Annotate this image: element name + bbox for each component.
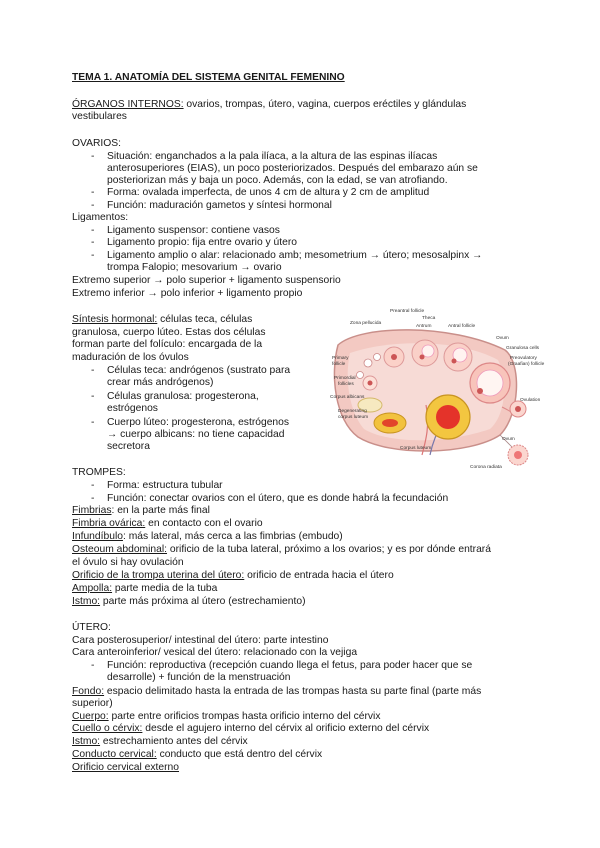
ligamento-item: Ligamento amplio o alar: relacionado amb; mesometrium → útero; mesosalpinx → (107, 250, 483, 261)
trompes-item (72, 583, 217, 595)
utero-bullet: Función: reproductiva (recepción cuando llega el fetus, para poder hacer que se (107, 660, 473, 671)
ligamento-item: Ligamento suspensor: contiene vasos (107, 225, 280, 236)
label-theca: Theca (422, 316, 436, 321)
label-corpus-albicans: Corpus albicans (330, 395, 365, 400)
trompes-item (72, 531, 343, 543)
organos-line1 (72, 99, 466, 111)
ovarios-heading: OVARIOS: (72, 138, 122, 149)
term-label: Ampolla: (72, 583, 113, 594)
label-primordial2: follicles (338, 382, 354, 387)
term-text: parte más próxima al útero (estrechamiento) (100, 596, 306, 607)
ovary-follicle-diagram (330, 305, 545, 475)
dash-marker: - (91, 187, 95, 198)
label-ovum: Ovum (496, 336, 509, 341)
utero-bullet: desarrolle) + función de la menstruación (107, 672, 291, 683)
label-zona: Zona pellucida (350, 321, 382, 326)
label-primary: Primary (332, 356, 349, 361)
ovarios-bullet: posteriorizan más y baja un poco. Además, con la edad, se van atrofiando. (107, 175, 448, 186)
term-label: Istmo: (72, 596, 101, 607)
sintesis-bullet: Células granulosa: progesterona, (107, 391, 259, 402)
label-granulosa: Granulosa cells (506, 346, 540, 351)
dash-marker: - (91, 417, 95, 428)
label-antrum: Antrum (416, 324, 432, 329)
term-label: Fondo: (72, 686, 105, 697)
utero-item (72, 686, 481, 698)
term-text: espacio delimitado hasta la entrada de las trompas hasta su parte final (parte más (104, 686, 482, 697)
trompes-item (72, 544, 491, 556)
label-corpus-luteum: Corpus luteum (400, 446, 432, 451)
sintesis-line4: maduración de los óvulos (72, 352, 189, 363)
term-label: Osteoum abdominal: (72, 544, 168, 555)
sintesis-line3: forman parte del folículo: encargada de la (72, 339, 263, 350)
dash-marker: - (91, 200, 95, 211)
term-text: el óvulo si hay ovulación (72, 557, 184, 568)
trompes-heading: TROMPES: (72, 467, 126, 478)
utero-item (72, 711, 380, 723)
sintesis-bullet: secretora (107, 441, 150, 452)
utero-heading: ÚTERO: (72, 622, 111, 633)
trompes-bullet: Forma: estructura tubular (107, 480, 223, 491)
term-text: en contacto con el ovario (145, 518, 263, 529)
extremo-superior: Extremo superior → polo superior + ligamento suspensorio (72, 275, 341, 286)
term-text: conducto que está dentro del cérvix (156, 749, 323, 760)
ovarios-bullet: Forma: ovalada imperfecta, de unos 4 cm de altura y 2 cm de amplitud (107, 187, 430, 198)
sintesis-bullet: Cuerpo lúteo: progesterona, estrógenos (107, 417, 290, 428)
term-text: desde el agujero interno del cérvix al orificio externo del cérvix (142, 723, 430, 734)
sintesis-bullet: Células teca: andrógenos (sustrato para (107, 365, 291, 376)
label-antral: Antral follicle (448, 324, 476, 329)
label-ovum2: Ovum (502, 437, 515, 442)
term-text: parte media de la tuba (112, 583, 218, 594)
ovarios-bullet: anterosuperiores (EIAS), un poco posteriorizados. Después del embarazo aún se (107, 163, 478, 174)
organos-line2: vestibulares (72, 111, 127, 122)
dash-marker: - (91, 237, 95, 248)
label-corona: Corona radiata (470, 465, 502, 470)
term-label: Istmo: (72, 736, 101, 747)
extremo-inferior: Extremo inferior → polo inferior + ligamento propio (72, 288, 303, 299)
ovarios-bullet: Función: maduración gametos y síntesi hormonal (107, 200, 332, 211)
dash-marker: - (91, 151, 95, 162)
label-corpus-luteum-deg: corpus luteum (338, 415, 369, 420)
term-text: estrechamiento antes del cérvix (100, 736, 248, 747)
ligamento-item: Ligamento propio: fija entre ovario y útero (107, 237, 298, 248)
term-label: Orificio cervical externo (72, 762, 180, 773)
term-label: Infundíbulo (72, 531, 123, 542)
dash-marker: - (91, 480, 95, 491)
trompes-item (72, 570, 394, 582)
dash-marker: - (91, 391, 95, 402)
trompes-item (72, 518, 263, 530)
dash-marker: - (91, 660, 95, 671)
term-text: : más lateral, más cerca a las fimbrias (embudo) (122, 531, 343, 542)
utero-item (72, 749, 322, 761)
utero-item (72, 762, 179, 774)
term-label: Cuello o cérvix: (72, 723, 143, 734)
ovarios-bullet: Situación: enganchados a la pala ilíaca, a la altura de las espinas ilíacas (107, 151, 438, 162)
organos-label: ÓRGANOS INTERNOS: (72, 99, 184, 110)
term-label: Orificio de la trompa uterina del útero: (72, 570, 245, 581)
term-text: : en la parte más final (111, 505, 210, 516)
ligamento-item: trompa Falopio; mesovarium → ovario (107, 262, 282, 273)
sintesis-bullet: crear más andrógenos) (107, 377, 214, 388)
trompes-item (72, 557, 184, 569)
dash-marker: - (91, 493, 95, 504)
sintesis-text1: células teca, células (157, 314, 253, 325)
utero-item (72, 698, 113, 710)
label-primordial: Primordial (334, 376, 356, 381)
trompes-item (72, 505, 210, 517)
ligamentos-heading: Ligamentos: (72, 212, 129, 223)
term-text: orificio de la tuba lateral, próximo a los ovarios; y es por dónde entrará (167, 544, 491, 555)
trompes-item (72, 596, 306, 608)
label-degenerating: Degenerating (338, 409, 367, 414)
sintesis-bullet: estrógenos (107, 403, 158, 414)
utero-line: Cara anteroinferior/ vesical del útero: relacionado con la vejiga (72, 647, 358, 658)
label-ovulation: Ovulation (520, 398, 541, 403)
label-preantral: Preantral follicle (390, 309, 425, 314)
label-preovulatory: Preovulatory (510, 356, 537, 361)
dash-marker: - (91, 225, 95, 236)
trompes-bullet: Función: conectar ovarios con el útero, que es donde habrá la fecundación (107, 493, 449, 504)
term-text: superior) (72, 698, 113, 709)
label-graafian: (Graafian) follicle (508, 362, 545, 367)
term-text: parte entre orificios trompas hasta orificio interno del cérvix (108, 711, 381, 722)
utero-line: Cara posterosuperior/ intestinal del útero: parte intestino (72, 635, 329, 646)
term-label: Cuerpo: (72, 711, 109, 722)
dash-marker: - (91, 250, 95, 261)
organos-text1: ovarios, trompas, útero, vagina, cuerpos eréctiles y glándulas (183, 99, 467, 110)
utero-item (72, 736, 248, 748)
term-label: Fimbria ovárica: (72, 518, 146, 529)
term-text: orificio de entrada hacia el útero (244, 570, 394, 581)
sintesis-line2: granulosa, cuerpo lúteo. Estas dos células (72, 327, 266, 338)
sintesis-line1 (72, 314, 252, 326)
dash-marker: - (91, 365, 95, 376)
sintesis-label: Síntesis hormonal: (72, 314, 158, 325)
term-label: Fimbrias (72, 505, 112, 516)
term-label: Conducto cervical: (72, 749, 157, 760)
page-title: TEMA 1. ANATOMÍA DEL SISTEMA GENITAL FEMENINO (72, 72, 345, 83)
utero-item (72, 723, 429, 735)
label-follicle: follicle (332, 362, 346, 367)
sintesis-bullet: → cuerpo albicans: no tiene capacidad (107, 429, 285, 440)
